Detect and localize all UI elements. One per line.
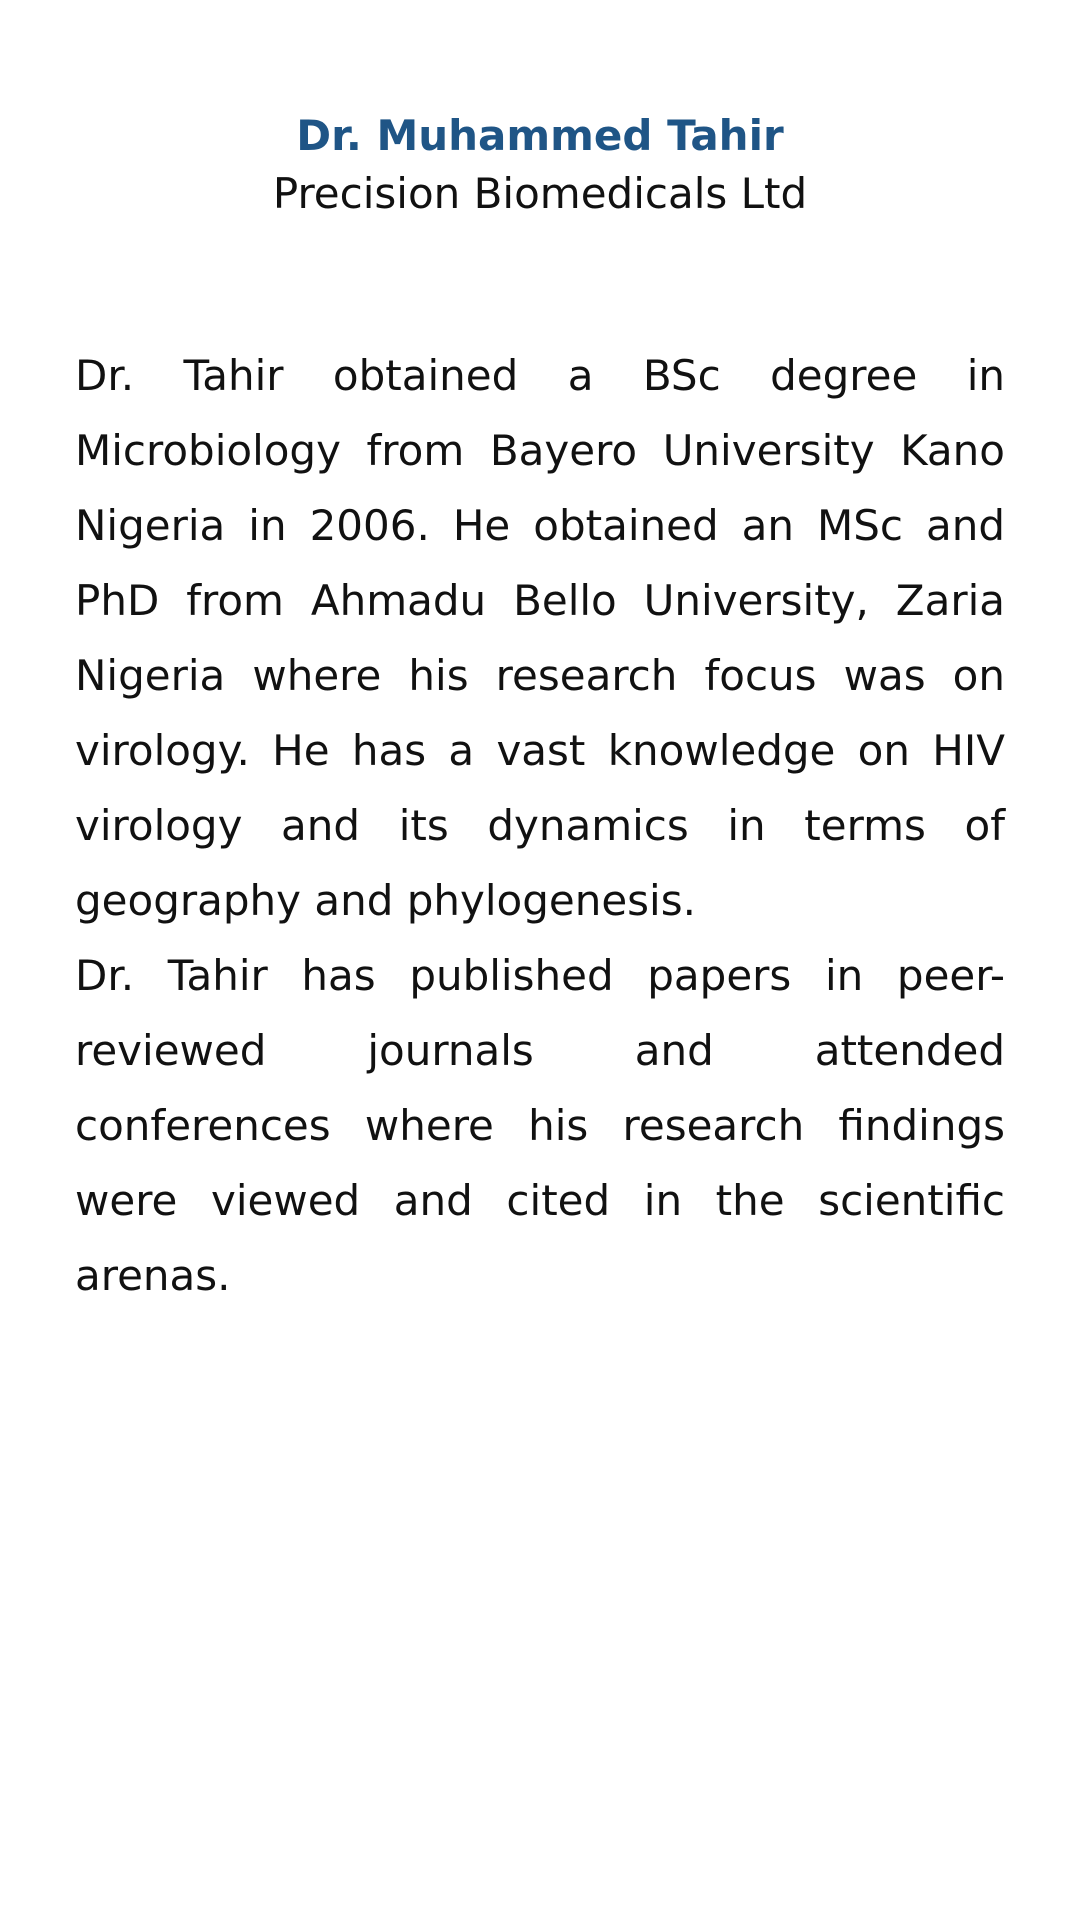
bio-paragraph-publications: Dr. Tahir has published papers in peer-reviewed journals and attended conferences where his research findings were viewed and cited in the scientific arenas. <box>75 951 1005 1300</box>
profile-header <box>0 108 1080 224</box>
profile-name: Dr. Muhammed Tahir <box>296 111 784 160</box>
bio-paragraph-education: Dr. Tahir obtained a BSc degree in Microbiology from Bayero University Kano Nigeria in 2006. He obtained an MSc and PhD from Ahmadu Bello University, Zaria Nigeria where his research focus was on virology. He has a vast knowledge on HIV virology and its dynamics in terms of geography and phylogenesis. <box>75 351 1005 925</box>
profile-company: Precision Biomedicals Ltd <box>272 169 808 218</box>
bio-section <box>75 338 1005 1313</box>
